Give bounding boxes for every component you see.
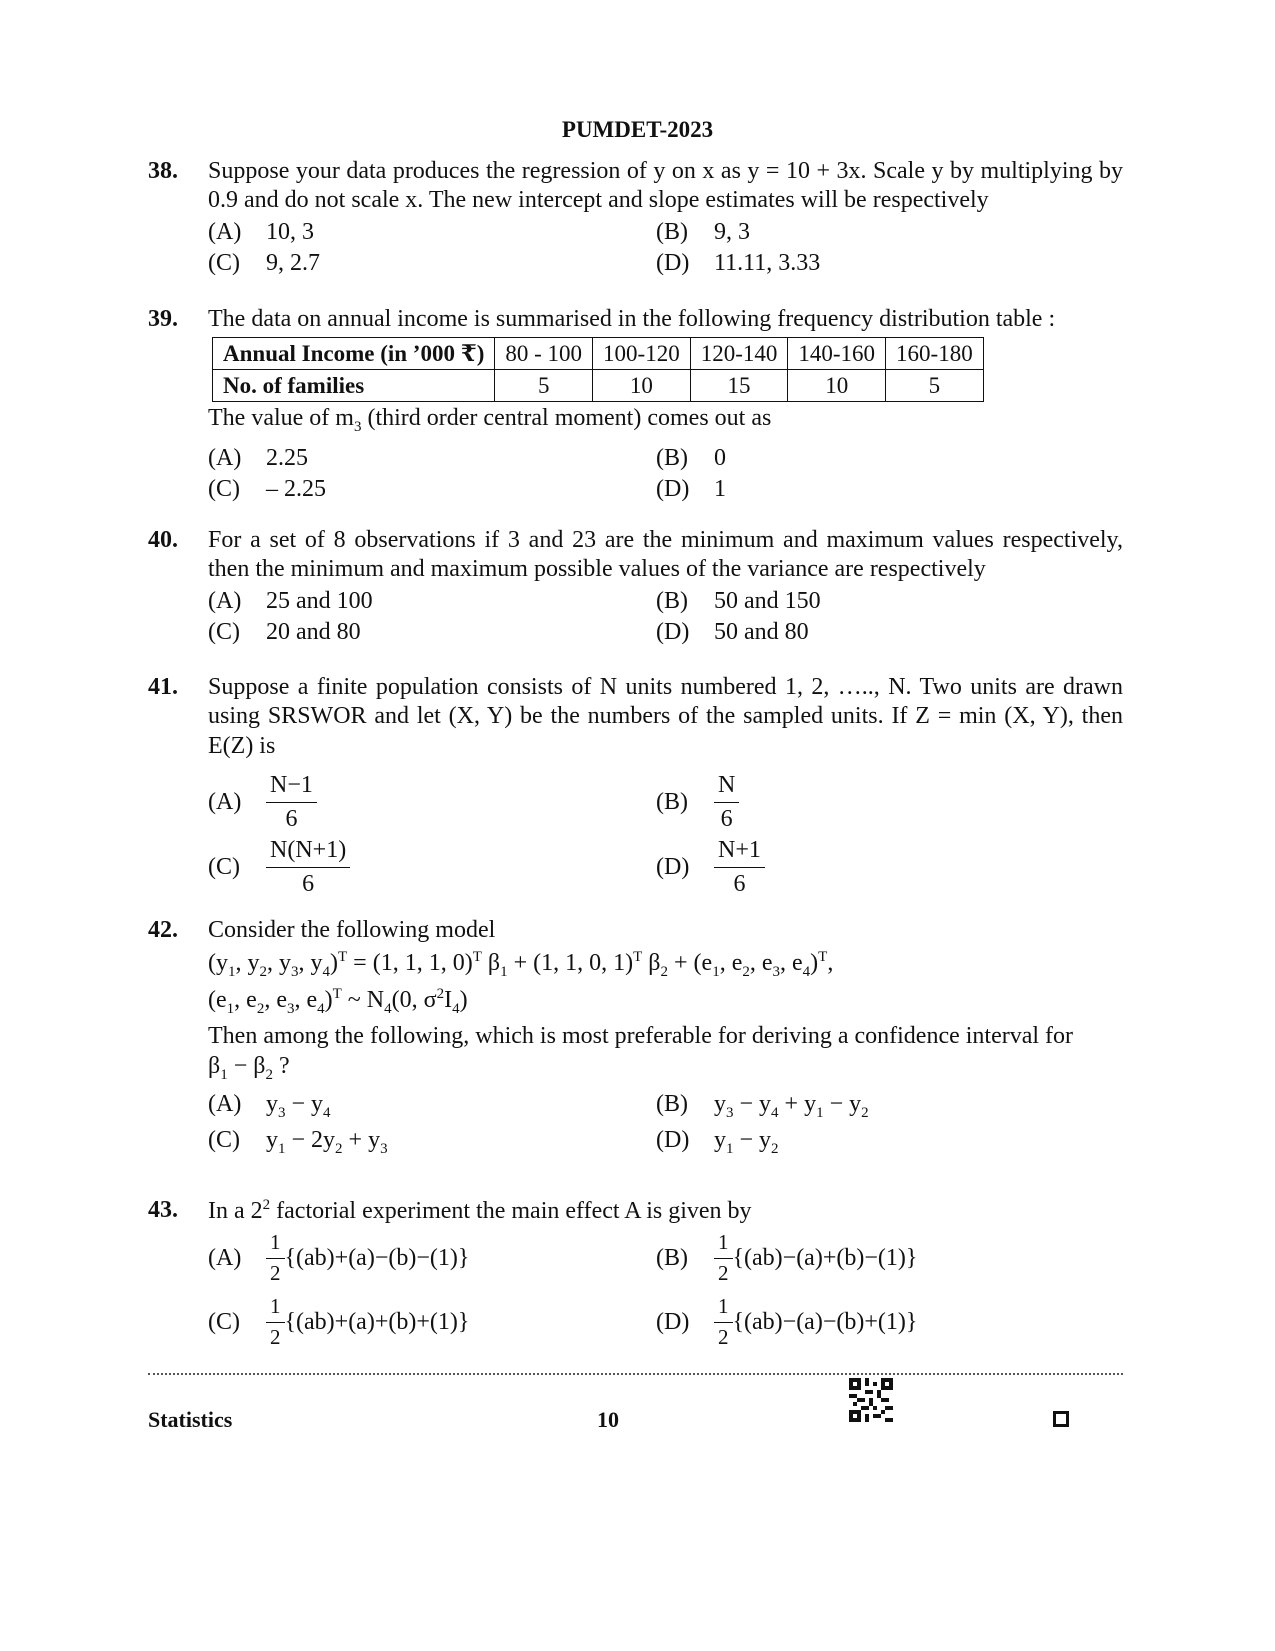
question-followup-text: The value of $m_3$ (third order central moment) comes out as — [208, 405, 772, 436]
option-a: (A) $\frac{1}{2}$ {(ab)+(a)−(b)−(1)} — [208, 1230, 470, 1285]
option-a: (A) 25 and 100 — [208, 587, 373, 614]
option-b: (B) 9, 3 — [656, 218, 750, 245]
fraction: $\frac{N}{6}$ — [714, 771, 739, 835]
table-cell: 160-180 — [886, 338, 984, 370]
option-c: (C) $y_1 - 2y_2 + y_3$ — [208, 1126, 388, 1157]
table-cell: 15 — [690, 370, 788, 402]
question-number: 40. — [148, 527, 178, 553]
option-c: (C) 9, 2.7 — [208, 249, 320, 276]
question-text: Suppose a finite population consists of N units numbered 1, 2, ….., N. Two units are drawn using SRSWOR and let (X, Y) be the numbers of the sampled units. If Z = min (X, Y), then E(Z) is — [208, 674, 1123, 759]
question-followup-text: Then among the following, which is most preferable for deriving a confidence interval for — [208, 1023, 1074, 1050]
option-d: (D) 50 and 80 — [656, 618, 809, 645]
table-cell: 10 — [788, 370, 886, 402]
question-number: 42. — [148, 917, 178, 943]
question-39 — [148, 305, 1123, 503]
question-text: In a $2^2$ factorial experiment the main effect A is given by — [208, 1197, 752, 1224]
question-number: 38. — [148, 158, 178, 184]
option-d: (D) 11.11, 3.33 — [656, 249, 821, 276]
question-38 — [148, 157, 1123, 277]
table-row — [213, 338, 984, 370]
footer-subject: Statistics — [148, 1407, 233, 1432]
question-text: Consider the following model — [208, 917, 496, 943]
question-text: The data on annual income is summarised in the following frequency distribution table : — [208, 306, 1056, 332]
table-cell: 5 — [495, 370, 593, 402]
table-cell: 10 — [593, 370, 691, 402]
option-c: (C) $\frac{N(N+1)}{6}$ — [208, 836, 350, 900]
question-number: 41. — [148, 674, 178, 700]
qr-code-icon — [849, 1378, 893, 1422]
page-header-title: PUMDET-2023 — [561, 117, 714, 142]
error-distribution: ($e_1$, $e_2$, $e_3$, $e_4)^T$ ~ $N_4(0$, $\sigma^2I_4$) — [208, 986, 468, 1018]
fraction: $\frac{1}{2}$ — [714, 1294, 733, 1350]
option-b: (B) $y_3 - y_4 + y_1 - y_2$ — [656, 1090, 869, 1121]
footer-divider — [148, 1373, 1123, 1375]
table-row — [213, 370, 984, 402]
option-a: (A) 10, 3 — [208, 218, 314, 245]
fraction: $\frac{N(N+1)}{6}$ — [266, 836, 350, 900]
table-cell: 120-140 — [690, 338, 788, 370]
fraction: $\frac{1}{2}$ — [714, 1230, 733, 1286]
page-number: 10 — [597, 1407, 619, 1432]
option-b: (B) $\frac{N}{6}$ — [656, 771, 739, 835]
table-header-cell: Annual Income (in ’000 ₹) — [213, 338, 495, 370]
table-cell: 80 - 100 — [495, 338, 593, 370]
fraction: $\frac{N-1}{6}$ — [266, 771, 317, 835]
option-d: (D) 1 — [656, 476, 726, 503]
option-c: (C) – 2.25 — [208, 476, 326, 503]
option-d: (D) $y_1 - y_2$ — [656, 1126, 779, 1157]
option-a: (A) 2.25 — [208, 445, 308, 472]
beta-difference: $\beta_1 - \beta_2$ ? — [208, 1052, 290, 1083]
option-a: (A) $\frac{N-1}{6}$ — [208, 771, 317, 835]
fraction: $\frac{1}{2}$ — [266, 1230, 285, 1286]
question-text: For a set of 8 observations if 3 and 23 are the minimum and maximum values respectively, then the minimum and maximum possible values of the variance are respectively — [208, 527, 1123, 583]
option-b: (B) $\frac{1}{2}$ {(ab)−(a)+(b)−(1)} — [656, 1230, 918, 1285]
question-43 — [148, 1196, 1123, 1356]
question-number: 39. — [148, 306, 178, 332]
table-cell: 100-120 — [593, 338, 691, 370]
option-b: (B) 0 — [656, 445, 726, 472]
option-a: (A) $y_3 - y_4$ — [208, 1090, 331, 1121]
model-equation: ($y_1$, $y_2$, $y_3$, $y_4)^T = (1$, 1, 1, 0)$^T$ $\beta_1 + (1$, 1, 0, 1)$^T$ $\beta_2 + (e_1$, $e_2$, $e_3$, $e_4)^T$, — [208, 949, 834, 981]
option-b: (B) 50 and 150 — [656, 587, 821, 614]
corner-square-icon — [1053, 1411, 1069, 1427]
option-c: (C) $\frac{1}{2}$ {(ab)+(a)+(b)+(1)} — [208, 1294, 470, 1349]
table-header-cell: No. of families — [213, 370, 495, 402]
option-d: (D) $\frac{1}{2}$ {(ab)−(a)−(b)+(1)} — [656, 1294, 918, 1349]
option-c: (C) 20 and 80 — [208, 618, 361, 645]
fraction: $\frac{1}{2}$ — [266, 1294, 285, 1350]
fraction: $\frac{N+1}{6}$ — [714, 836, 765, 900]
frequency-table — [212, 337, 984, 402]
option-d: (D) $\frac{N+1}{6}$ — [656, 836, 765, 900]
question-number: 43. — [148, 1197, 178, 1223]
question-text: Suppose your data produces the regression of y on x as y = 10 + 3x. Scale y by multiplying by 0.9 and do not scale x. The new intercept and slope estimates will be respectively — [208, 158, 1123, 214]
question-40 — [148, 526, 1123, 646]
question-41 — [148, 673, 1123, 898]
table-cell: 140-160 — [788, 338, 886, 370]
question-42 — [148, 916, 1123, 1166]
table-cell: 5 — [886, 370, 984, 402]
